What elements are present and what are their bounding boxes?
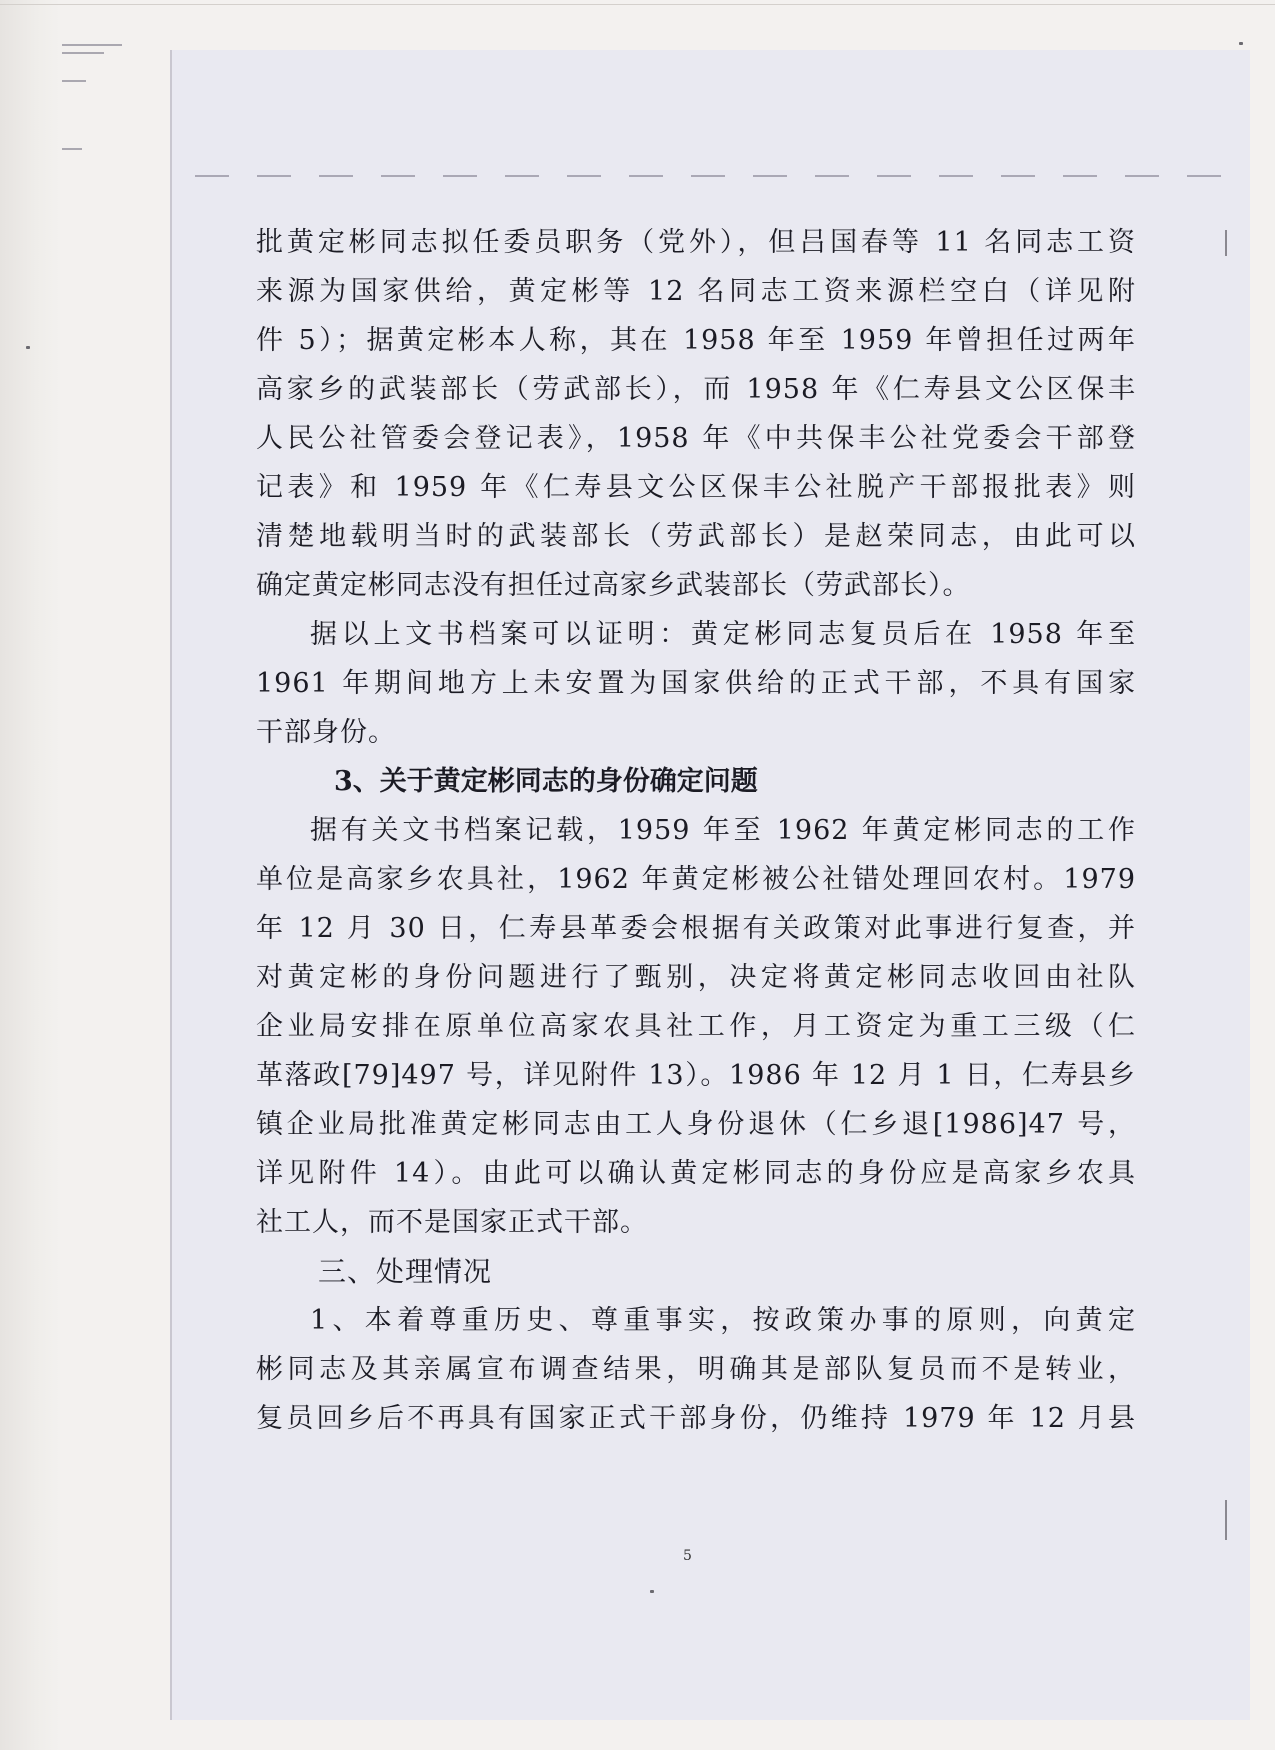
scan-edge-mark xyxy=(62,44,122,46)
scan-speck xyxy=(26,346,30,349)
text-line: 件 5）；据黄定彬本人称，其在 1958 年至 1959 年曾担任过两年 xyxy=(256,325,1136,356)
text-line: 年 12 月 30 日，仁寿县革委会根据有关政策对此事进行复查，并 xyxy=(256,913,1136,944)
text-line: 据有关文书档案记载，1959 年至 1962 年黄定彬同志的工作 xyxy=(310,815,1136,846)
scan-speck xyxy=(650,1590,654,1593)
section-heading: 三、处理情况 xyxy=(318,1255,493,1288)
scan-edge-mark xyxy=(62,80,86,82)
text-line: 镇企业局批准黄定彬同志由工人身份退休（仁乡退[1986]47 号， xyxy=(256,1109,1136,1140)
text-line: 高家乡的武装部长（劳武部长），而 1958 年《仁寿县文公区保丰 xyxy=(256,374,1136,405)
paragraph-identity xyxy=(256,806,1136,1247)
scan-edge-mark xyxy=(62,148,82,150)
text-line: 详见附件 14）。由此可以确认黄定彬同志的身份应是高家乡农具 xyxy=(256,1158,1136,1189)
text-line: 复员回乡后不再具有国家正式干部身份，仍维持 1979 年 12 月县 xyxy=(256,1403,1136,1434)
text-line: 记表》和 1959 年《仁寿县文公区保丰公社脱产干部报批表》则 xyxy=(256,472,1136,503)
scan-left-margin xyxy=(0,0,60,1750)
text-line: 企业局安排在原单位高家农具社工作，月工资定为重工三级（仁 xyxy=(256,1011,1136,1042)
text-line: 对黄定彬的身份问题进行了甄别，决定将黄定彬同志收回由社队 xyxy=(256,962,1136,993)
paragraph-handling xyxy=(256,1296,1136,1443)
text-line: 确定黄定彬同志没有担任过高家乡武装部长（劳武部长）。 xyxy=(256,570,971,601)
scan-top-edge xyxy=(0,4,1275,5)
text-line: 革落政[79]497 号，详见附件 13）。1986 年 12 月 1 日，仁寿县乡 xyxy=(256,1060,1136,1091)
text-line: 单位是高家乡农具社，1962 年黄定彬被公社错处理回农村。1979 xyxy=(256,864,1136,895)
page-number: 5 xyxy=(683,1548,692,1564)
text-line: 清楚地载明当时的武装部长（劳武部长）是赵荣同志，由此可以 xyxy=(256,521,1136,552)
paragraph-appointment-records xyxy=(256,218,1136,610)
text-line: 彬同志及其亲属宣布调查结果，明确其是部队复员而不是转业， xyxy=(256,1354,1136,1385)
section-subheading: 3、关于黄定彬同志的身份确定问题 xyxy=(334,766,758,797)
margin-tick xyxy=(1225,1500,1227,1540)
margin-tick xyxy=(1225,230,1227,256)
text-line: 人民公社管委会登记表》，1958 年《中共保丰公社党委会干部登 xyxy=(256,423,1136,454)
scan-speck xyxy=(1239,42,1243,45)
paragraph-proof xyxy=(256,610,1136,757)
document-body xyxy=(256,218,1136,1443)
text-line: 1、本着尊重历史、尊重事实，按政策办事的原则，向黄定 xyxy=(310,1305,1136,1336)
text-line: 据以上文书档案可以证明：黄定彬同志复员后在 1958 年至 xyxy=(310,619,1136,650)
text-line: 批黄定彬同志拟任委员职务（党外），但吕国春等 11 名同志工资 xyxy=(256,227,1136,258)
text-line: 1961 年期间地方上未安置为国家供给的正式干部，不具有国家 xyxy=(256,668,1136,699)
text-line: 社工人，而不是国家正式干部。 xyxy=(256,1207,648,1238)
header-dash-line xyxy=(195,175,1235,177)
text-line: 干部身份。 xyxy=(256,717,396,748)
scan-edge-mark xyxy=(62,52,104,54)
text-line: 来源为国家供给，黄定彬等 12 名同志工资来源栏空白（详见附 xyxy=(256,276,1136,307)
